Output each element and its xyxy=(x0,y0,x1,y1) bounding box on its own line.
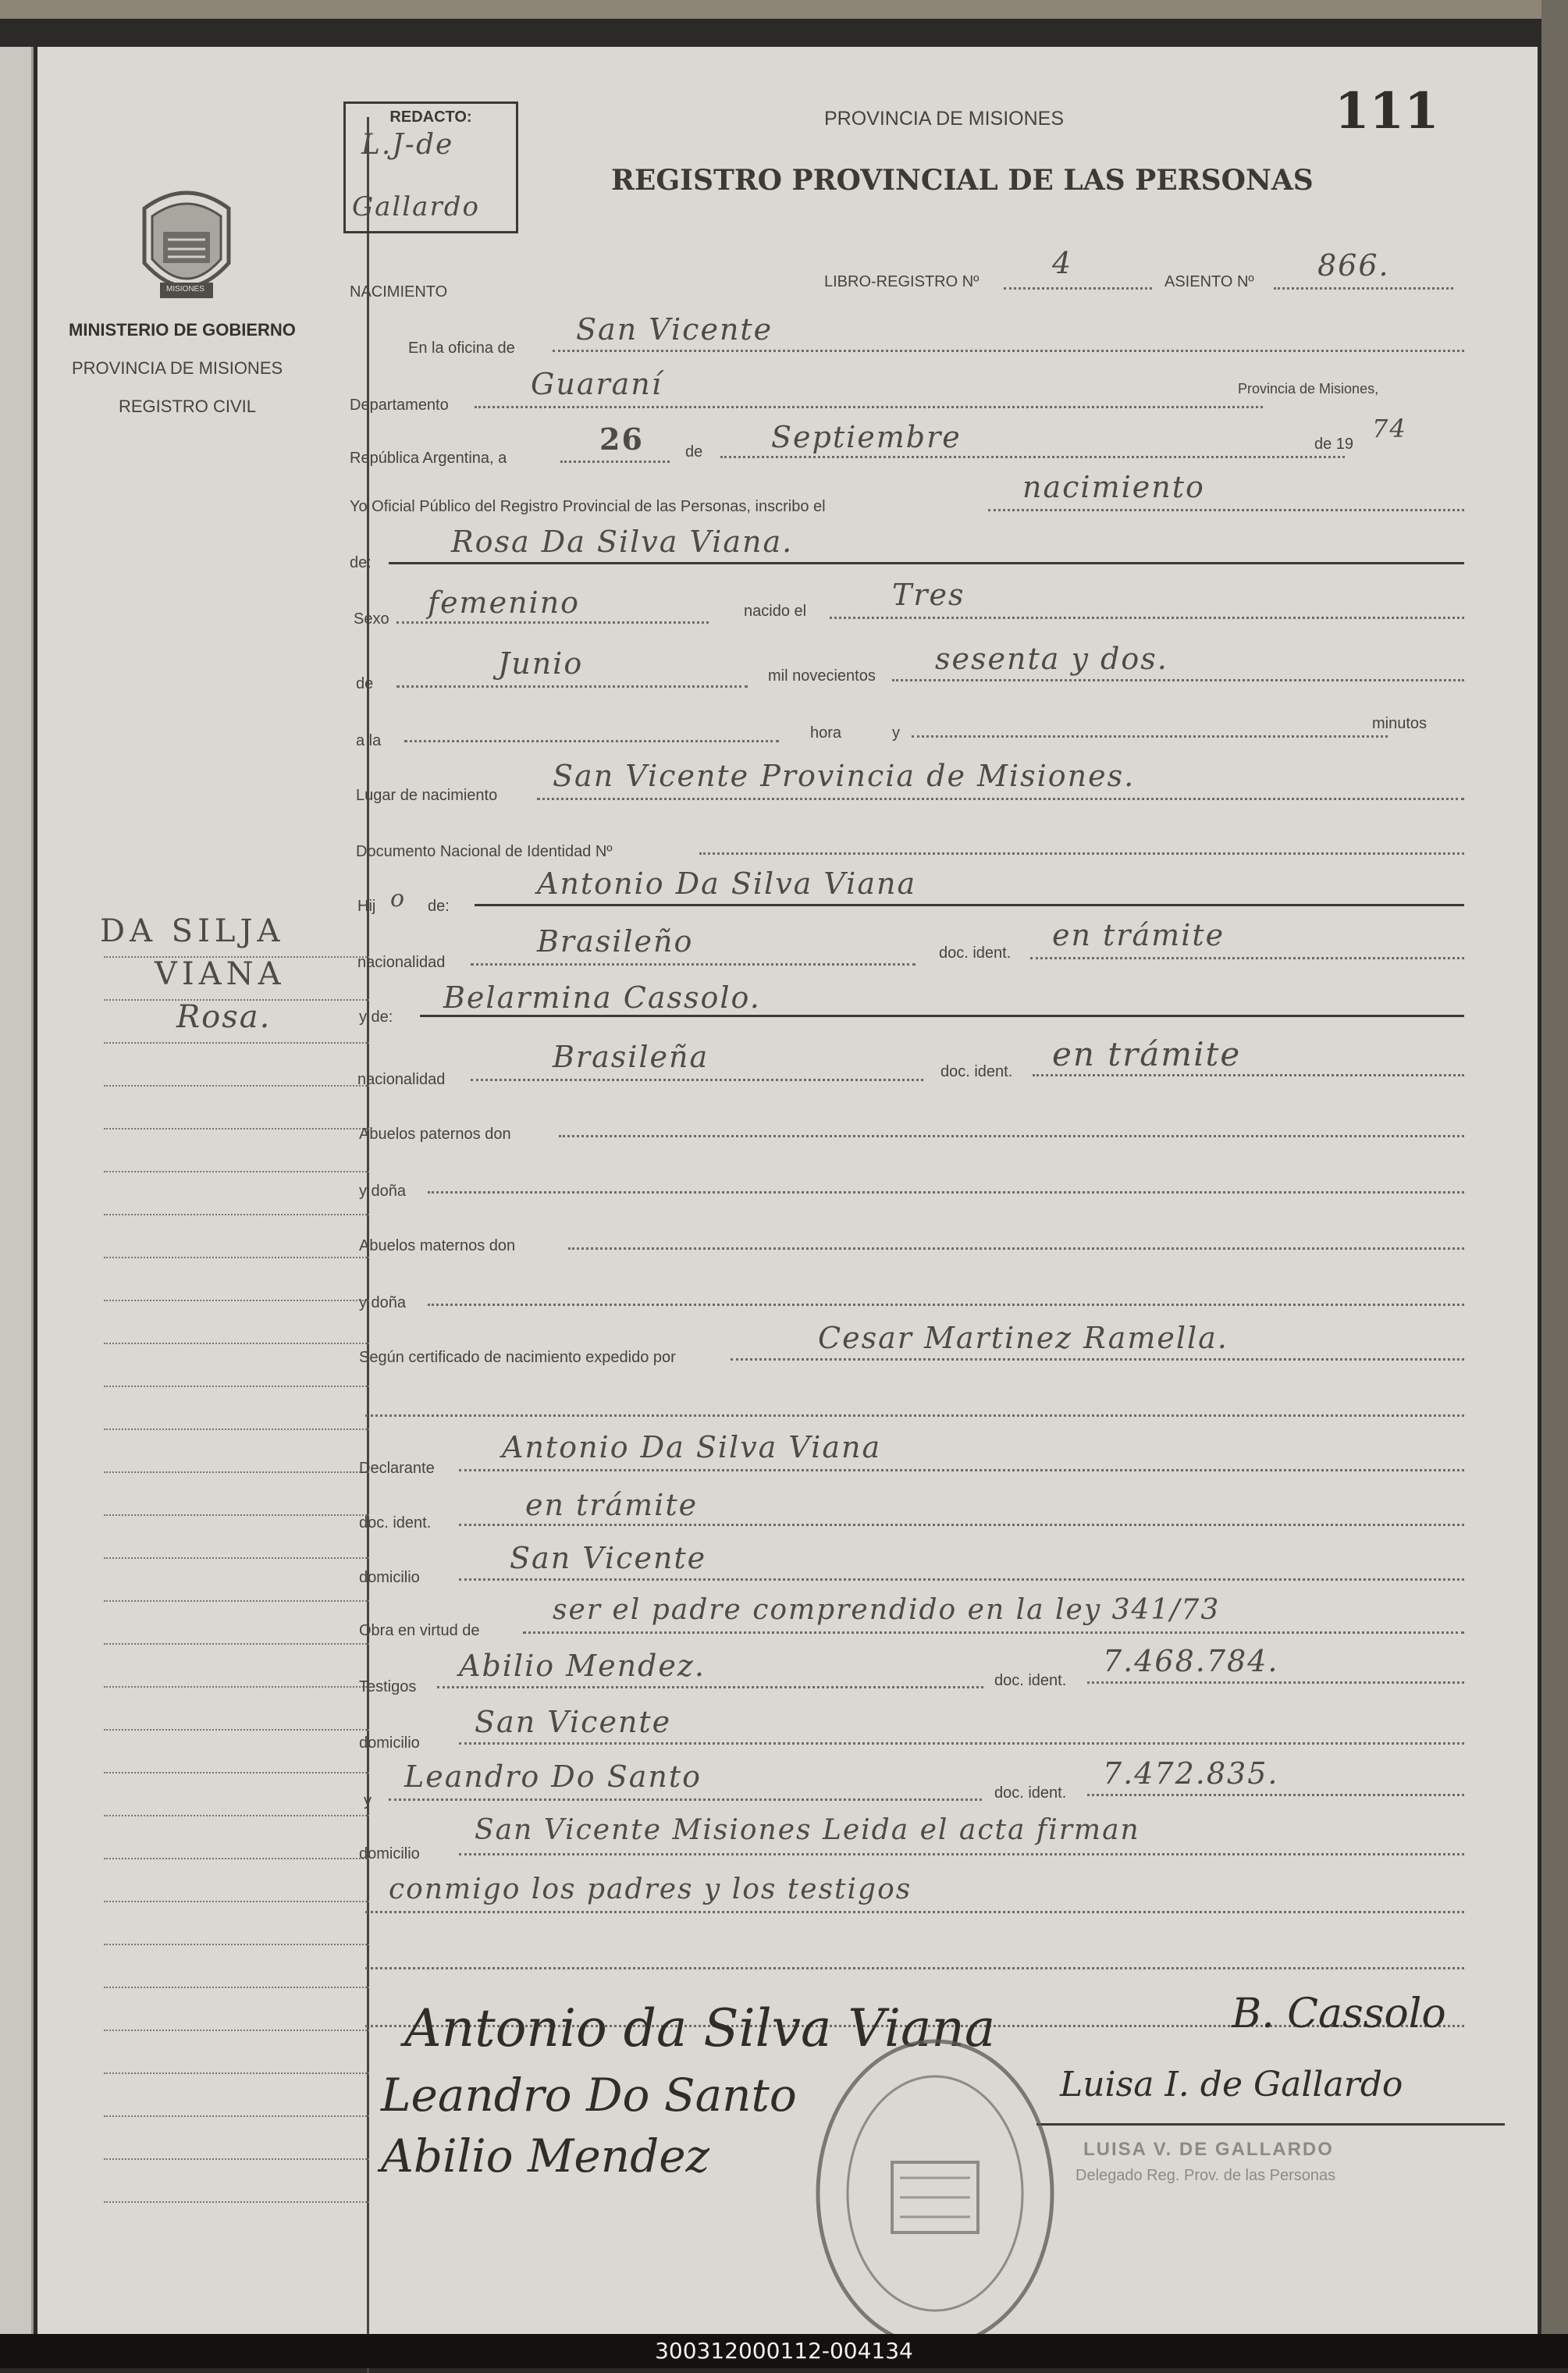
testigo1-doc-line xyxy=(1087,1681,1464,1684)
padre-nac-value: Brasileño xyxy=(537,924,694,959)
certificado-line xyxy=(731,1358,1464,1361)
margin-dotted-line xyxy=(104,1042,369,1044)
nacido-label: nacido el xyxy=(744,603,807,620)
signature-registrar: Luisa I. de Gallardo xyxy=(1060,2065,1403,2104)
signature-witness-2: Leandro Do Santo xyxy=(381,2069,797,2122)
province-header: PROVINCIA DE MISIONES xyxy=(824,108,1065,130)
margin-dotted-line xyxy=(104,999,369,1001)
page-number: 111 xyxy=(1335,82,1439,141)
margin-dotted-line xyxy=(104,1987,369,1988)
mes-nac-value: Junio xyxy=(498,646,584,681)
anio-prefix: de 19 xyxy=(1314,436,1354,453)
padre-line xyxy=(475,904,1464,906)
padre-doc-line xyxy=(1030,957,1464,959)
declarante-dom-value: San Vicente xyxy=(510,1541,707,1575)
de2-label: de xyxy=(356,675,374,692)
y-label: y xyxy=(892,724,900,742)
republica-label: República Argentina, a xyxy=(350,450,507,467)
de-persona-label: de: xyxy=(350,554,372,571)
anio-nac-value: sesenta y dos. xyxy=(935,642,1168,676)
y-de-label: y de: xyxy=(359,1009,393,1026)
a-la-line xyxy=(404,740,779,742)
margin-dotted-line xyxy=(104,1600,369,1602)
obra-line xyxy=(523,1631,1464,1634)
nacido-value: Tres xyxy=(892,578,965,612)
padre-doc-value: en trámite xyxy=(1052,918,1225,952)
margin-dotted-line xyxy=(104,1257,369,1258)
margin-dotted-line xyxy=(104,1858,369,1859)
closing-value: conmigo los padres y los testigos xyxy=(389,1873,912,1905)
margin-dotted-line xyxy=(104,2115,369,2117)
redacto-name-2: Gallardo xyxy=(352,191,480,222)
declarante-dom-line xyxy=(459,1578,1464,1581)
declarante-doc-line xyxy=(459,1524,1464,1526)
testigo1-dom-value: San Vicente xyxy=(475,1705,672,1739)
margin-dotted-line xyxy=(104,1557,369,1559)
documento-line xyxy=(699,852,1464,855)
testigo1-dom-line xyxy=(459,1742,1464,1745)
margin-dotted-line xyxy=(104,1514,369,1516)
margin-dotted-line xyxy=(104,1901,369,1902)
margin-dotted-line xyxy=(104,1214,369,1215)
a-la-label: a la xyxy=(356,732,382,749)
departamento-label: Departamento xyxy=(350,397,449,414)
testigo1-value: Abilio Mendez. xyxy=(459,1649,706,1683)
nacimiento-label: NACIMIENTO xyxy=(350,283,448,301)
previous-page-edge xyxy=(0,47,34,2334)
mes-nac-line xyxy=(396,685,748,688)
certificado-value: Cesar Martinez Ramella. xyxy=(818,1321,1228,1355)
y-dona-line-1 xyxy=(428,1191,1464,1194)
libro-line xyxy=(1004,287,1152,290)
nacido-line xyxy=(830,617,1464,619)
margin-dotted-line xyxy=(104,1428,369,1430)
lugar-line xyxy=(537,798,1464,800)
testigo1-doc-value: 7.468.784. xyxy=(1103,1644,1279,1678)
testigo2-value: Leandro Do Santo xyxy=(404,1759,702,1794)
margin-dotted-line xyxy=(104,2201,369,2203)
mes-value: Septiembre xyxy=(771,420,962,454)
margin-dotted-line xyxy=(104,1729,369,1731)
archive-id-footer: 300312000112-004134 xyxy=(0,2334,1568,2368)
testigos-label: Testigos xyxy=(359,1678,417,1695)
nacionalidad-label-1: nacionalidad xyxy=(357,954,446,971)
testigo2-line xyxy=(389,1798,982,1801)
sexo-value: femenino xyxy=(428,585,581,620)
oficina-line xyxy=(553,350,1464,352)
margin-dotted-line xyxy=(104,1944,369,1945)
hijo-letter: o xyxy=(390,885,407,913)
asiento-value: 866. xyxy=(1317,248,1390,283)
registry-page xyxy=(37,47,1538,2334)
declarante-doc-value: en trámite xyxy=(525,1488,699,1522)
testigo2-dom-value: San Vicente Misiones Leida el acta firman xyxy=(475,1814,1140,1846)
madre-value: Belarmina Cassolo. xyxy=(443,980,761,1015)
y-dona-line-2 xyxy=(428,1304,1464,1306)
departamento-line xyxy=(475,406,1263,408)
abuelos-paternos-line xyxy=(559,1135,1464,1137)
civil-registry-label: REGISTRO CIVIL xyxy=(119,397,257,416)
yo-oficial-label: Yo Oficial Público del Registro Provincial de las Personas, inscribo el xyxy=(350,498,826,515)
nacionalidad-label-2: nacionalidad xyxy=(357,1071,446,1088)
signature-mother: B. Cassolo xyxy=(1232,1991,1446,2037)
abuelos-maternos-line xyxy=(568,1247,1464,1250)
padre-nac-line xyxy=(471,963,916,966)
padre-value: Antonio Da Silva Viana xyxy=(537,866,917,901)
libro-value: 4 xyxy=(1052,246,1073,280)
madre-doc-line xyxy=(1033,1074,1464,1076)
obra-label: Obra en virtud de xyxy=(359,1622,480,1639)
redacto-box xyxy=(343,101,518,233)
redacto-label: REDACTO: xyxy=(389,109,472,126)
lugar-label: Lugar de nacimiento xyxy=(356,787,498,804)
testigo2-doc-line xyxy=(1087,1794,1464,1796)
lugar-value: San Vicente Provincia de Misiones. xyxy=(553,759,1136,793)
declarante-label: Declarante xyxy=(359,1460,435,1477)
margin-dotted-line xyxy=(104,956,369,958)
province-label: PROVINCIA DE MISIONES xyxy=(72,358,283,378)
registrar-underline xyxy=(1036,2123,1505,2126)
anio-value: 74 xyxy=(1372,414,1407,443)
margin-dotted-line xyxy=(104,1128,369,1130)
margin-dotted-line xyxy=(104,2072,369,2074)
misiones-seal xyxy=(129,185,244,314)
inscribo-value: nacimiento xyxy=(1022,470,1205,504)
margin-dotted-line xyxy=(104,1300,369,1301)
margin-given-name: Rosa. xyxy=(176,999,272,1035)
madre-doc-value: en trámite xyxy=(1052,1035,1242,1073)
libro-label: LIBRO-REGISTRO Nº xyxy=(824,273,980,290)
minutos-line xyxy=(912,735,1388,738)
margin-dotted-line xyxy=(104,1171,369,1172)
persona-line xyxy=(389,562,1464,564)
margin-dotted-line xyxy=(104,1471,369,1473)
doc-ident-label-5: doc. ident. xyxy=(994,1784,1067,1802)
mes-line xyxy=(720,456,1345,458)
asiento-line xyxy=(1274,287,1453,290)
minutos-label: minutos xyxy=(1372,715,1428,732)
margin-dotted-line xyxy=(104,1643,369,1645)
margin-dotted-line xyxy=(104,1343,369,1344)
ministry-label: MINISTERIO DE GOBIERNO xyxy=(69,320,296,340)
margin-dotted-line xyxy=(104,1686,369,1688)
de-label: de xyxy=(685,443,703,461)
redacto-name-1: L.J-de xyxy=(361,129,454,161)
mil-label: mil novecientos xyxy=(768,667,876,685)
documento-label: Documento Nacional de Identidad Nº xyxy=(356,843,613,860)
inscribo-line xyxy=(988,509,1464,511)
dia-line xyxy=(560,461,670,463)
domicilio-label-1: domicilio xyxy=(359,1569,420,1586)
y-dona-label-1: y doña xyxy=(359,1183,407,1200)
declarante-value: Antonio Da Silva Viana xyxy=(502,1430,882,1464)
provincia-suffix: Provincia de Misiones, xyxy=(1238,381,1379,397)
margin-dotted-line xyxy=(104,1085,369,1087)
dia-value: 26 xyxy=(599,422,644,457)
abuelos-maternos-label: Abuelos maternos don xyxy=(359,1237,516,1254)
margin-surname-2: VIANA xyxy=(155,956,286,992)
book-spine-right xyxy=(1541,0,1568,2334)
hijo-label: Hij xyxy=(357,898,376,915)
testigo2-doc-value: 7.472.835. xyxy=(1103,1756,1279,1791)
margin-dotted-line xyxy=(104,1815,369,1816)
asiento-label: ASIENTO Nº xyxy=(1164,273,1254,290)
book-cover-edge xyxy=(0,0,1568,19)
margin-dotted-line xyxy=(104,2158,369,2160)
madre-nac-value: Brasileña xyxy=(553,1040,709,1074)
departamento-value: Guaraní xyxy=(531,367,663,401)
y-dona-label-2: y doña xyxy=(359,1294,407,1311)
abuelos-paternos-label: Abuelos paternos don xyxy=(359,1126,511,1143)
oficina-value: San Vicente xyxy=(576,312,773,347)
madre-nac-line xyxy=(471,1079,923,1081)
madre-line xyxy=(420,1015,1464,1017)
oficina-label: En la oficina de xyxy=(408,340,515,357)
blank-line-1 xyxy=(365,1967,1464,1969)
testigo1-line xyxy=(437,1686,983,1688)
domicilio-label-2: domicilio xyxy=(359,1734,420,1752)
signature-father: Antonio da Silva Viana xyxy=(404,1998,996,2058)
hora-label: hora xyxy=(810,724,842,742)
testigo2-dom-line xyxy=(459,1853,1464,1855)
declarante-line xyxy=(459,1469,1464,1471)
doc-ident-label-4: doc. ident. xyxy=(994,1672,1067,1689)
doc-ident-label-3: doc. ident. xyxy=(359,1514,432,1532)
registrar-stamp-line-2: Delegado Reg. Prov. de las Personas xyxy=(1076,2167,1336,2184)
sexo-line xyxy=(396,621,709,624)
doc-ident-label-1: doc. ident. xyxy=(939,945,1012,962)
hijo-de-label: de: xyxy=(428,898,450,915)
signature-witness-1: Abilio Mendez xyxy=(381,2129,710,2183)
certificado-label: Según certificado de nacimiento expedido por xyxy=(359,1349,676,1366)
certificado-line-2 xyxy=(365,1414,1464,1417)
margin-surname: DA SILJA xyxy=(100,913,285,949)
margin-dotted-line xyxy=(104,2030,369,2031)
margin-dotted-line xyxy=(104,1772,369,1774)
persona-value: Rosa Da Silva Viana. xyxy=(451,525,794,559)
registry-round-stamp xyxy=(806,2030,1064,2361)
doc-ident-label-2: doc. ident. xyxy=(940,1063,1013,1080)
domicilio-label-3: domicilio xyxy=(359,1845,420,1862)
registrar-stamp-line-1: LUISA V. DE GALLARDO xyxy=(1083,2139,1334,2160)
registry-title: REGISTRO PROVINCIAL DE LAS PERSONAS xyxy=(611,164,1314,197)
obra-value: ser el padre comprendido en la ley 341/73 xyxy=(553,1594,1221,1626)
closing-line xyxy=(365,1911,1464,1913)
seal-text: MISIONES xyxy=(166,285,204,294)
margin-dotted-line xyxy=(104,1386,369,1387)
anio-nac-line xyxy=(892,679,1464,681)
y2-label: y xyxy=(364,1792,372,1809)
sexo-label: Sexo xyxy=(354,610,389,628)
